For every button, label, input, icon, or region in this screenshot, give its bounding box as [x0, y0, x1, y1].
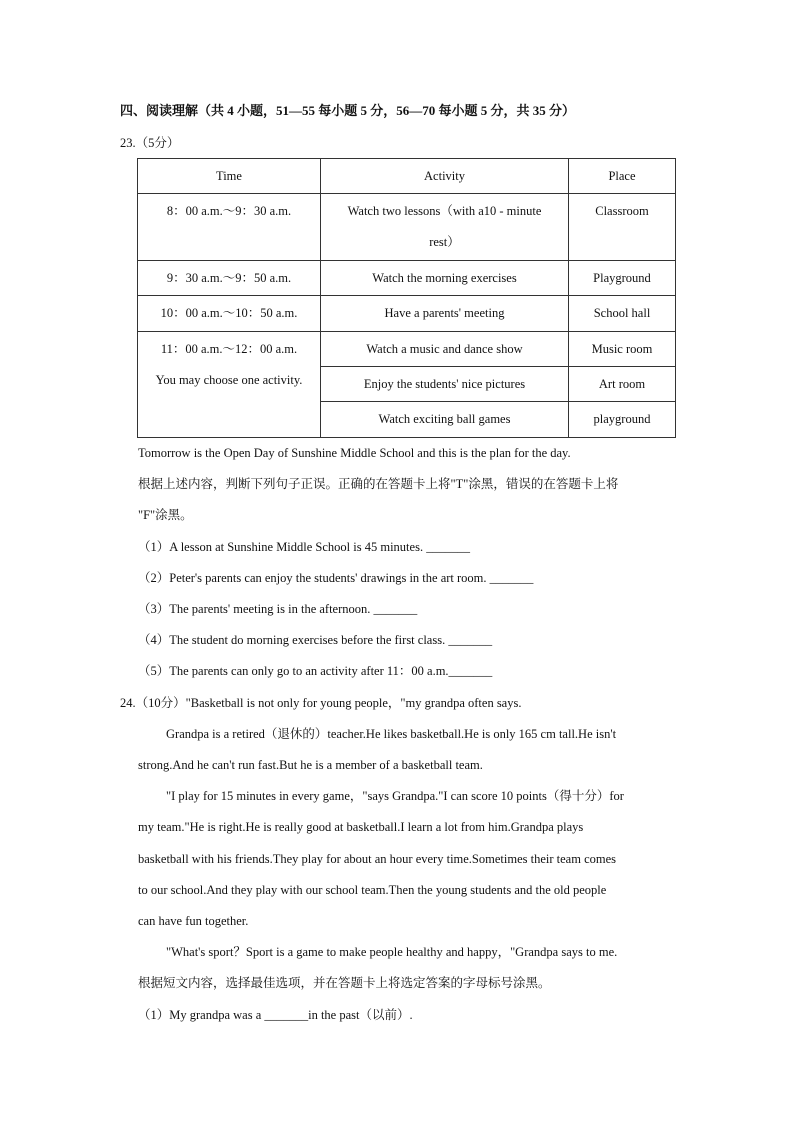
activity-cell: Enjoy the students' nice pictures [321, 367, 569, 402]
table-row [138, 296, 676, 332]
q24-text-line: "What's sport？Sport is a game to make people healthy and happy，"Grandpa says to me. [166, 945, 618, 959]
activity-cell [321, 194, 569, 261]
activity-cell: Watch a music and dance show [321, 332, 569, 367]
activity-cell: Have a parents' meeting [321, 296, 569, 332]
q24-text-line: to our school.And they play with our school team.Then the young students and the old people [138, 883, 607, 897]
q24-first-line: 24.（10分）"Basketball is not only for young people，"my grandpa often says. [120, 696, 522, 710]
activity-line: Watch two lessons（with a10 - minute [347, 204, 542, 218]
q23-item: （2）Peter's parents can enjoy the students' drawings in the art room. _______ [138, 571, 534, 585]
time-cell: 9：30 a.m.～9：50 a.m. [138, 261, 321, 296]
table-row [138, 261, 676, 296]
place-cell: Music room [569, 332, 676, 367]
table-row [138, 332, 676, 367]
q24-text-line: strong.And he can't run fast.But he is a member of a basketball team. [138, 758, 483, 772]
place-cell: playground [569, 402, 676, 438]
time-line: You may choose one activity. [155, 373, 303, 387]
activity-line: rest） [429, 235, 460, 249]
section-title: 四、阅读理解（共 4 小题，51—55 每小题 5 分，56—70 每小题 5 分，共 35 分） [120, 103, 576, 118]
time-cell: 10：00 a.m.～10：50 a.m. [138, 296, 321, 332]
header-place: Place [569, 159, 676, 194]
q24-text-line: my team."He is right.He is really good at basketball.I learn a lot from him.Grandpa plays [138, 820, 584, 834]
place-cell: Classroom [569, 194, 676, 261]
activity-cell: Watch the morning exercises [321, 261, 569, 296]
time-cell [138, 332, 321, 438]
q23-item: （1）A lesson at Sunshine Middle School is 45 minutes. _______ [138, 540, 470, 554]
q23-item: （5）The parents can only go to an activity after 11：00 a.m._______ [138, 664, 493, 678]
time-cell: 8：00 a.m.～9：30 a.m. [138, 194, 321, 261]
place-cell: Playground [569, 261, 676, 296]
q24-instruction: 根据短文内容，选择最佳选项，并在答题卡上将选定答案的字母标号涂黑。 [138, 976, 551, 990]
table-row [138, 194, 676, 261]
place-cell: School hall [569, 296, 676, 332]
table-header-row [138, 159, 676, 194]
q23-instruction: 根据上述内容，判断下列句子正误。正确的在答题卡上将"T"涂黑，错误的在答题卡上将 [138, 477, 619, 491]
activity-cell: Watch exciting ball games [321, 402, 569, 438]
q24-text-line: Grandpa is a retired（退休的）teacher.He likes basketball.He is only 165 cm tall.He isn't [166, 727, 617, 741]
q23-intro: Tomorrow is the Open Day of Sunshine Middle School and this is the plan for the day. [138, 446, 571, 460]
q24-text-line: can have fun together. [138, 914, 249, 928]
q24-text-line: "I play for 15 minutes in every game，"says Grandpa."I can score 10 points（得十分）for [166, 789, 624, 803]
schedule-table [137, 158, 676, 438]
place-cell: Art room [569, 367, 676, 402]
q23-item: （4）The student do morning exercises before the first class. _______ [138, 633, 493, 647]
q23-instruction: "F"涂黑。 [138, 508, 193, 522]
header-activity: Activity [321, 159, 569, 194]
question-23-number: 23.（5分） [120, 136, 180, 150]
q24-item: （1）My grandpa was a _______in the past（以前）. [138, 1008, 413, 1022]
header-time: Time [138, 159, 321, 194]
q23-item: （3）The parents' meeting is in the afternoon. _______ [138, 602, 418, 616]
time-line: 11：00 a.m.～12：00 a.m. [160, 342, 298, 356]
q24-text-line: basketball with his friends.They play for about an hour every time.Sometimes their team comes [138, 852, 616, 866]
